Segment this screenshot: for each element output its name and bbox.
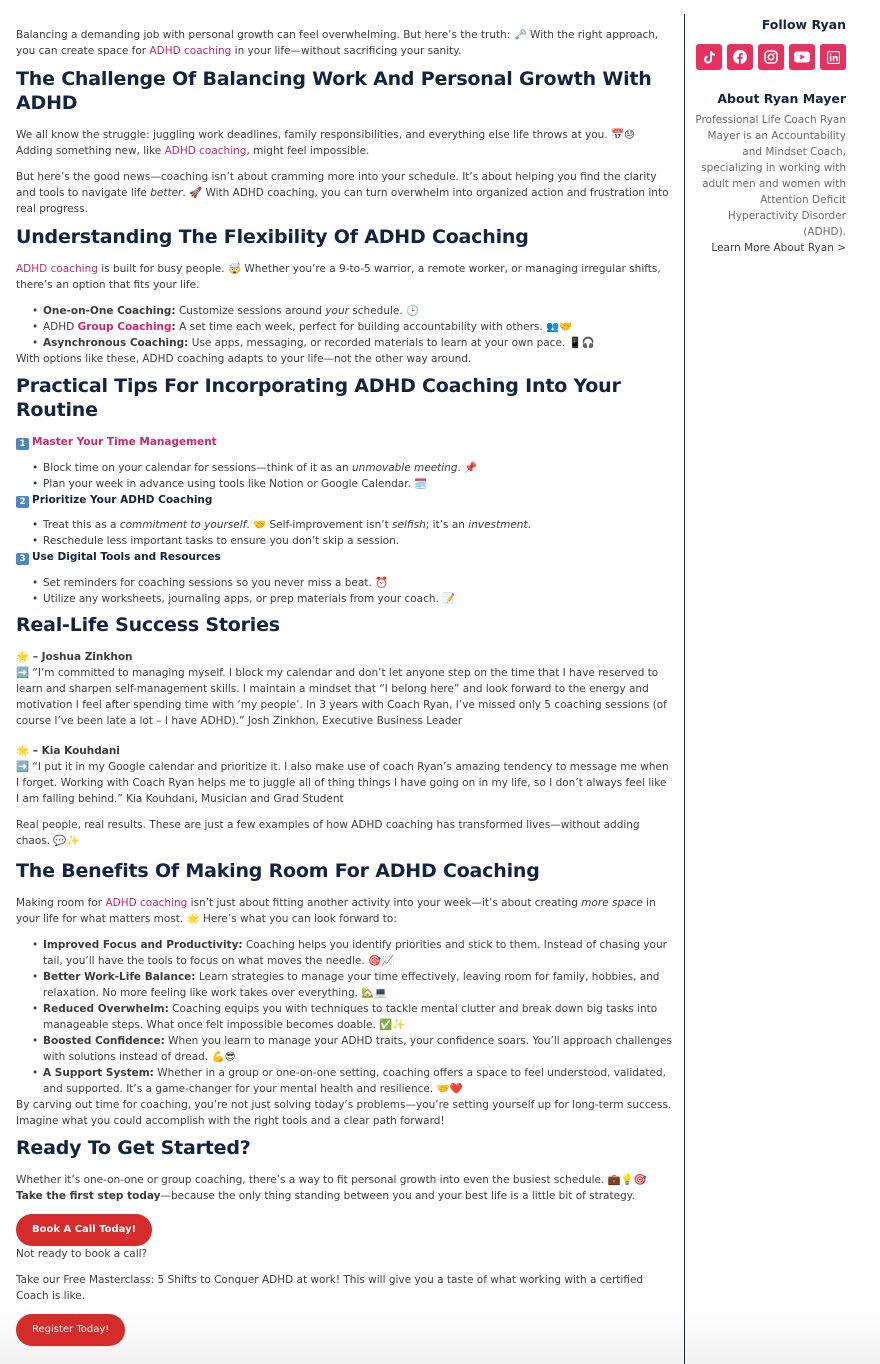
coaching-options-list bbox=[16, 303, 672, 351]
list-item: • Asynchronous Coaching: Use apps, messaging, or recorded materials to learn at your own pace. 📱🎧 bbox=[43, 335, 672, 351]
not-ready-text: Not ready to book a call? bbox=[16, 1248, 148, 1260]
list-item: • ADHD Group Coaching: A set time each week, perfect for building accountability with others. 👥🤝 bbox=[43, 319, 672, 335]
intro-paragraph: Balancing a demanding job with personal growth can feel overwhelming. But here’s the truth: 🗝️ With the right approach, you can create space for ADHD coaching in your life—without sacrificing your sanity. bbox=[16, 29, 659, 57]
list-item: • A Support System: Whether in a group or one-on-one setting, coaching offers a space to feel understood, validated, and supported. It’s a game-changer for your mental health and resilience. 🤝❤️ bbox=[43, 1065, 672, 1097]
list-item: • Reschedule less important tasks to ensure you don’t skip a session. bbox=[43, 533, 672, 549]
group-coaching-link[interactable]: Group Coaching bbox=[77, 321, 172, 333]
tip-1 bbox=[16, 434, 672, 492]
about-title: About Ryan Mayer bbox=[717, 91, 846, 106]
story-quote: ➡️ “I’m committed to managing myself. I block my calendar and don’t let anyone step on the time that I have reserved to learn and sharpen self-management skills. I maintain a mindset that “I belong here” and look forward to the energy and motivation I feel after spending time with ‘my people’. In 3 years with Coach Ryan, I’ve missed only 5 coaching sessions (of course I’ve been late a lot – I have ADHD).” Josh Zinkhon, Executive Business Leader bbox=[16, 667, 667, 727]
adhd-coaching-link[interactable]: ADHD coaching bbox=[105, 897, 188, 909]
tiktok-icon[interactable] bbox=[696, 44, 722, 70]
list-item: • Treat this as a commitment to yourself. 🤝 Self-improvement isn’t selfish; it’s an investment. bbox=[43, 517, 672, 533]
register-button[interactable]: Register Today! bbox=[16, 1314, 125, 1346]
facebook-icon[interactable] bbox=[727, 44, 753, 70]
story-quote: ➡️ “I put it in my Google calendar and prioritize it. I also make use of coach Ryan’s amazing tendency to message me when I forget. Working with Coach Ryan helps me to juggle all of thing things I have going on in my life, so I don’t always feel like I am falling behind.” Kia Kouhdani, Musician and Grad Student bbox=[16, 761, 669, 805]
social-icons bbox=[695, 44, 846, 70]
story bbox=[16, 649, 672, 729]
heading-get-started: Ready To Get Started? bbox=[16, 1137, 251, 1159]
heading-practical-tips: Practical Tips For Incorporating ADHD Coaching Into Your Routine bbox=[16, 375, 621, 421]
list-item: • Set reminders for coaching sessions so you never miss a beat. ⏰ bbox=[43, 575, 672, 591]
list-item: • Better Work-Life Balance: Learn strategies to manage your time effectively, leaving room for family, hobbies, and relaxation. No more feeling like work takes over everything. 🏡💻 bbox=[43, 969, 672, 1001]
paragraph: Whether it’s one-on-one or group coaching, there’s a way to fit personal growth into even the busiest schedule. 💼💡🎯 Take the first step today—because the only thing standing between you and your best life is a little bit of strategy. bbox=[16, 1174, 647, 1202]
time-management-link[interactable]: Master Your Time Management bbox=[32, 436, 217, 448]
benefits-list bbox=[16, 937, 672, 1097]
sidebar bbox=[684, 14, 880, 1364]
paragraph: With options like these, ADHD coaching adapts to your life—not the other way around. bbox=[16, 353, 472, 365]
list-item: • One-on-One Coaching: Customize sessions around your schedule. 🕒 bbox=[43, 303, 672, 319]
masterclass-text: Take our Free Masterclass: 5 Shifts to Conquer ADHD at work! This will give you a taste of what working with a certified Coach is like. bbox=[16, 1274, 644, 1302]
list-item: • Improved Focus and Productivity: Coaching helps you identify priorities and stick to them. Instead of chasing your tail, you’ll have the tools to focus on what moves the needle. 🎯📈 bbox=[43, 937, 672, 969]
tip-3 bbox=[16, 549, 672, 607]
list-item: • Reduced Overwhelm: Coaching equips you with techniques to tackle mental clutter and break down big tasks into manageable steps. What once felt impossible becomes doable. ✅✨ bbox=[43, 1001, 672, 1033]
paragraph: We all know the struggle: juggling work deadlines, family responsibilities, and everything else life throws at you. 📅😓 Adding something new, like ADHD coaching, might feel impossible. bbox=[16, 129, 636, 157]
story-author: 🌟 – Kia Kouhdani bbox=[16, 745, 120, 757]
paragraph: ADHD coaching is built for busy people. 🤯 Whether you’re a 9-to-5 warrior, a remote worker, or managing irregular shifts, there’s an option that fits your life. bbox=[16, 263, 661, 291]
list-item: • Boosted Confidence: When you learn to manage your ADHD traits, your confidence soars. You’ll approach challenges with solutions instead of dread. 💪😎 bbox=[43, 1033, 672, 1065]
heading-challenge: The Challenge Of Balancing Work And Personal Growth With ADHD bbox=[16, 68, 652, 114]
paragraph: Making room for ADHD coaching isn’t just about fitting another activity into your week—it’s about creating more space in your life for what matters most. 🌟 Here’s what you can look forward to: bbox=[16, 897, 656, 925]
tip-title: Prioritize Your ADHD Coaching bbox=[32, 494, 213, 506]
keycap-2-icon: 2 bbox=[16, 496, 29, 508]
paragraph: Real people, real results. These are just a few examples of how ADHD coaching has transformed lives—without adding chaos. 💬✨ bbox=[16, 819, 640, 847]
list-item: • Plan your week in advance using tools like Notion or Google Calendar. 🗓️ bbox=[43, 476, 672, 492]
paragraph: By carving out time for coaching, you’re not just solving today’s problems—you’re setting yourself up for long-term success. Imagine what you could accomplish with the right tools and a clear path forward! bbox=[16, 1099, 672, 1127]
story-author: 🌟 – Joshua Zinkhon bbox=[16, 651, 133, 663]
linkedin-icon[interactable] bbox=[820, 44, 846, 70]
tip-2 bbox=[16, 492, 672, 549]
adhd-coaching-link[interactable]: ADHD coaching bbox=[164, 145, 247, 157]
heading-benefits: The Benefits Of Making Room For ADHD Coaching bbox=[16, 860, 540, 882]
heading-flexibility: Understanding The Flexibility Of ADHD Coaching bbox=[16, 226, 529, 248]
list-item: • Utilize any worksheets, journaling apps, or prep materials from your coach. 📝 bbox=[43, 591, 672, 607]
story bbox=[16, 743, 672, 807]
article bbox=[16, 27, 672, 1346]
adhd-coaching-link[interactable]: ADHD coaching bbox=[16, 263, 98, 275]
adhd-coaching-link[interactable]: ADHD coaching bbox=[149, 45, 232, 57]
heading-success-stories: Real-Life Success Stories bbox=[16, 614, 280, 636]
tip-title: Use Digital Tools and Resources bbox=[32, 551, 221, 563]
about-text: Professional Life Coach Ryan Mayer is an Accountability and Mindset Coach, specializing in working with adult men and women with Attention Deficit Hyperactivity Disorder (ADHD). bbox=[695, 114, 846, 238]
learn-more-link[interactable]: Learn More About Ryan > bbox=[711, 242, 846, 254]
instagram-icon[interactable] bbox=[758, 44, 784, 70]
book-call-button[interactable]: Book A Call Today! bbox=[16, 1214, 152, 1246]
keycap-1-icon: 1 bbox=[16, 438, 29, 450]
keycap-3-icon: 3 bbox=[16, 553, 29, 565]
youtube-icon[interactable] bbox=[789, 44, 815, 70]
follow-title: Follow Ryan bbox=[761, 17, 846, 32]
paragraph: But here’s the good news—coaching isn’t about cramming more into your schedule. It’s about helping you find the clarity and tools to navigate life better. 🚀 With ADHD coaching, you can turn overwhelm into organized action and frustration into real progress. bbox=[16, 171, 669, 215]
list-item: • Block time on your calendar for sessions—think of it as an unmovable meeting. 📌 bbox=[43, 460, 672, 476]
